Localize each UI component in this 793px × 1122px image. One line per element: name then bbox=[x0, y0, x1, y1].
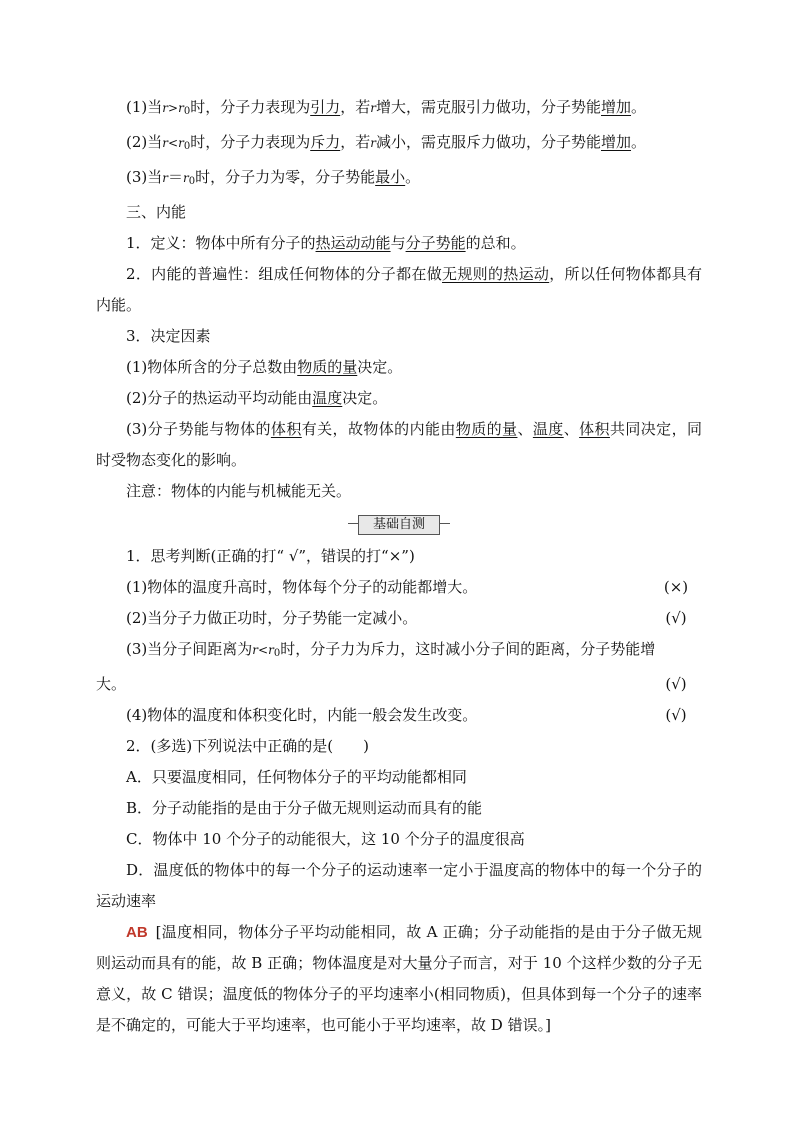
underlined-term: 增加 bbox=[601, 133, 632, 151]
text: 大。 bbox=[96, 675, 127, 693]
q2-title: 2．(多选)下列说法中正确的是( ) bbox=[126, 737, 369, 755]
option-a: A．只要温度相同，任何物体分子的平均动能都相同 bbox=[126, 768, 467, 786]
section-banner-row bbox=[96, 513, 702, 537]
var-r: r bbox=[370, 101, 376, 115]
answer-explanation bbox=[96, 917, 702, 1041]
item-text: (1)物体的温度升高时，物体每个分子的动能都增大。 bbox=[126, 578, 478, 596]
underlined-term: 温度 bbox=[532, 420, 564, 438]
text: (3)分子势能与物体的 bbox=[126, 420, 271, 438]
underlined-term: 引力 bbox=[310, 98, 341, 116]
underlined-term: 体积 bbox=[579, 420, 610, 438]
var-r: r bbox=[162, 171, 168, 185]
var-r: r bbox=[162, 136, 168, 150]
sec2-line-3 bbox=[96, 162, 702, 197]
answer-label: AB bbox=[126, 924, 148, 941]
text: ，若 bbox=[340, 133, 371, 151]
option-b: B．分子动能指的是由于分子做无规则运动而具有的能 bbox=[126, 799, 483, 817]
text: ，所以任何物体都具有内能。 bbox=[96, 265, 702, 314]
option-d: D．温度低的物体中的每一个分子的运动速率一定小于温度高的物体中的每一个分子的运动速率 bbox=[96, 861, 702, 910]
text: 2．内能的普遍性：组成任何物体的分子都在做 bbox=[126, 265, 443, 283]
subscript: 0 bbox=[273, 648, 281, 659]
text: 决定。 bbox=[357, 358, 403, 376]
underlined-term: 斥力 bbox=[310, 133, 341, 151]
text: 。 bbox=[405, 168, 421, 186]
judgment-mark: (√) bbox=[665, 706, 687, 724]
var-r: r bbox=[370, 136, 376, 150]
symbol: > bbox=[168, 101, 179, 115]
text: 1．定义：物体中所有分子的 bbox=[126, 234, 316, 252]
text: 、 bbox=[517, 420, 533, 438]
q1-item-2 bbox=[96, 603, 702, 634]
text: 增大，需克服引力做功，分子势能 bbox=[375, 98, 601, 116]
text: (2)分子的热运动平均动能由 bbox=[126, 389, 313, 407]
universality-paragraph bbox=[96, 259, 702, 321]
underlined-term: 物质的量 bbox=[297, 358, 358, 376]
definition-line bbox=[96, 228, 702, 259]
text: 时，分子力为零，分子势能 bbox=[195, 168, 376, 186]
text: 与 bbox=[390, 234, 406, 252]
judgment-mark: (√) bbox=[665, 609, 687, 627]
text: 、 bbox=[563, 420, 580, 438]
text: 减小，需克服斥力做功，分子势能 bbox=[375, 133, 601, 151]
factor-1 bbox=[96, 352, 702, 383]
symbol: ＝ bbox=[168, 168, 184, 186]
factor-3 bbox=[96, 414, 702, 476]
document-page bbox=[96, 92, 702, 1041]
text: (2)当 bbox=[126, 133, 163, 151]
text: 决定。 bbox=[342, 389, 388, 407]
text: (1)当 bbox=[126, 98, 163, 116]
var-r: r bbox=[183, 171, 189, 185]
text: 。 bbox=[631, 133, 647, 151]
section-heading: 三、内能 bbox=[126, 203, 187, 221]
underlined-term: 温度 bbox=[312, 389, 343, 407]
var-r: r bbox=[178, 101, 184, 115]
section-banner: 基础自测 bbox=[358, 515, 440, 535]
underlined-term: 物质的量 bbox=[455, 420, 518, 438]
symbol: < bbox=[258, 643, 269, 657]
text: 时，分子力表现为 bbox=[190, 98, 311, 116]
q1-item-1 bbox=[96, 572, 702, 603]
text: 的总和。 bbox=[465, 234, 526, 252]
option-c: C．物体中 10 个分子的动能很大，这 10 个分子的温度很高 bbox=[126, 830, 525, 848]
judgment-mark: (×) bbox=[663, 578, 689, 596]
underlined-term: 最小 bbox=[375, 168, 406, 186]
q1-title: 1．思考判断(正确的打“ √”，错误的打“×”) bbox=[126, 547, 415, 565]
underlined-term: 热运动动能 bbox=[315, 234, 391, 252]
sec2-line-2 bbox=[96, 127, 702, 162]
q1-item-3 bbox=[96, 634, 702, 669]
var-r: r bbox=[268, 643, 274, 657]
underlined-term: 体积 bbox=[270, 420, 302, 438]
judgment-mark: (√) bbox=[665, 675, 687, 693]
text: 时，分子力为斥力，这时减小分子间的距离，分子势能增 bbox=[280, 640, 656, 658]
text: (3)当分子间距离为 bbox=[126, 640, 253, 658]
explanation-text: [温度相同，物体分子平均动能相同，故 A 正确；分子动能指的是由于分子做无规则运动而具有的能，故 B 正确；物体温度是对大量分子而言，对于 10 个这样少数的分子无意义，故 C 错误；温度低的物体分子的平均速率小(相同物质)，但具体到每一个分子的速率是不确定的，可能大于平均速率，也可能小于平均速率，故 D 错误。] bbox=[96, 923, 702, 1034]
text: 。 bbox=[631, 98, 647, 116]
underlined-term: 分子势能 bbox=[405, 234, 466, 252]
item-text: (2)当分子力做正功时，分子势能一定减小。 bbox=[126, 609, 418, 627]
subscript: 0 bbox=[188, 176, 196, 187]
text: 时，分子力表现为 bbox=[190, 133, 311, 151]
symbol: < bbox=[168, 136, 179, 150]
factor-2 bbox=[96, 383, 702, 414]
text: (1)物体所含的分子总数由 bbox=[126, 358, 298, 376]
text: (3)当 bbox=[126, 168, 163, 186]
subscript: 0 bbox=[183, 141, 191, 152]
item-text: (4)物体的温度和体积变化时，内能一般会发生改变。 bbox=[126, 706, 478, 724]
sec2-line-1 bbox=[96, 92, 702, 127]
text: 有关，故物体的内能由 bbox=[301, 420, 456, 438]
var-r: r bbox=[162, 101, 168, 115]
underlined-term: 无规则的热运动 bbox=[442, 265, 550, 283]
q1-item-3-cont bbox=[96, 669, 702, 700]
var-r: r bbox=[252, 643, 258, 657]
subscript: 0 bbox=[183, 106, 191, 117]
q1-item-4 bbox=[96, 700, 702, 731]
text: ，若 bbox=[340, 98, 371, 116]
text: 共同决定，同时受物态变化的影响。 bbox=[96, 420, 702, 469]
note-line: 注意：物体的内能与机械能无关。 bbox=[126, 482, 352, 500]
var-r: r bbox=[178, 136, 184, 150]
underlined-term: 增加 bbox=[601, 98, 632, 116]
factors-title: 3．决定因素 bbox=[126, 327, 211, 345]
